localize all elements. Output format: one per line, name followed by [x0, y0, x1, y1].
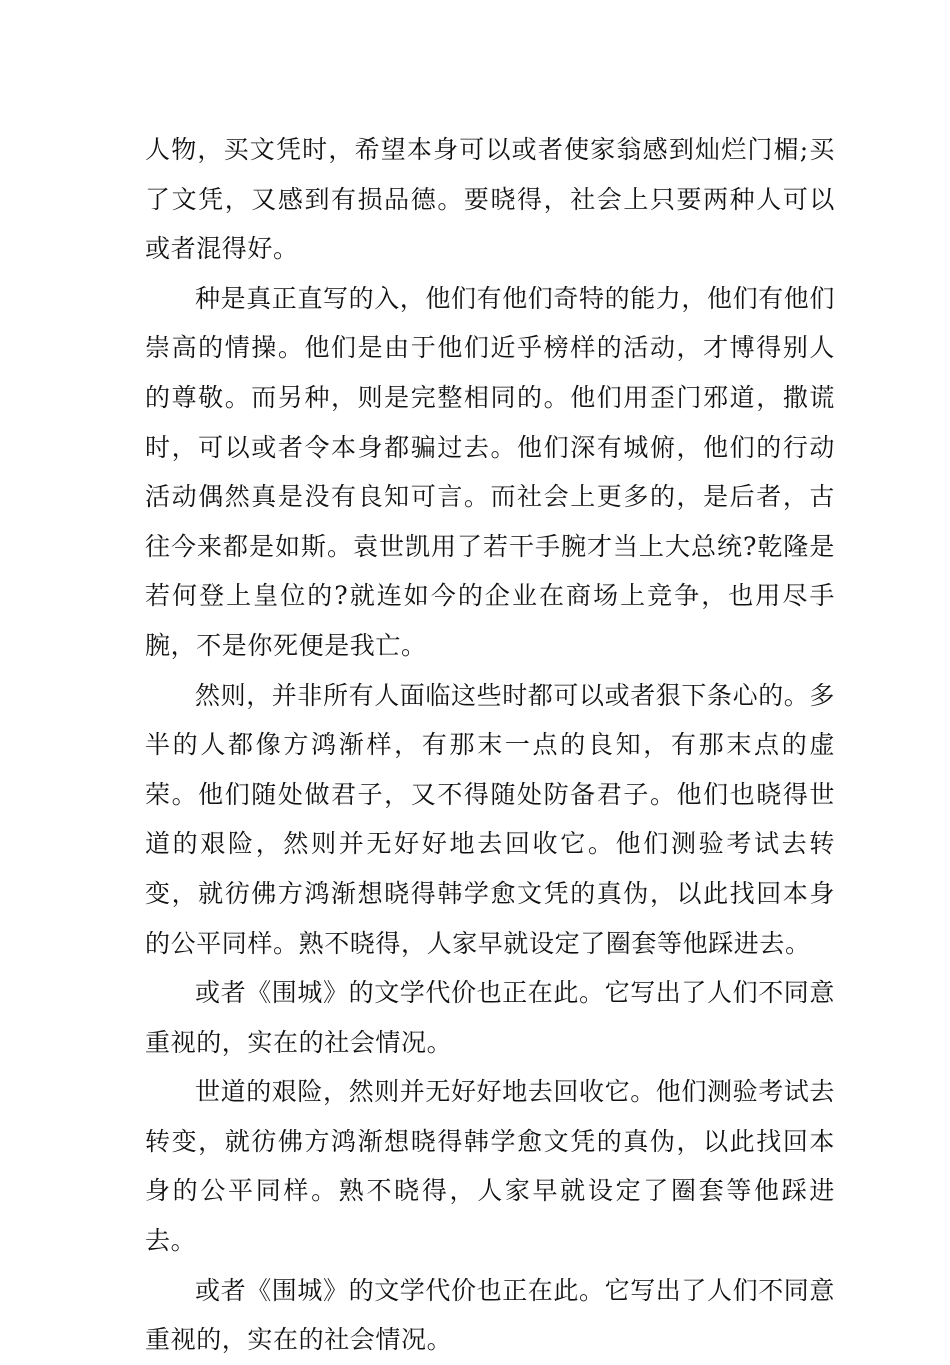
- paragraph-3: 然则，并非所有人面临这些时都可以或者狠下条心的。多半的人都像方鸿渐样，有那末一点的良知，有那末点的虚荣。他们随处做君子，又不得随处防备君子。他们也晓得世道的艰险，然则并无好好地去回收它。他们测验考试去转变，就彷佛方鸿渐想晓得韩学愈文凭的真伪，以此找回本身的公平同样。熟不晓得，人家早就设定了圈套等他踩进去。: [145, 680, 836, 958]
- paragraph-1: 人物，买文凭时，希望本身可以或者使家翁感到灿烂门楣;买了文凭，又感到有损品德。要晓得，社会上只要两种人可以或者混得好。: [145, 135, 835, 264]
- paragraph-5: 世道的艰险，然则并无好好地去回收它。他们测验考试去转变，就彷佛方鸿渐想晓得韩学愈文凭的真伪，以此找回本身的公平同样。熟不晓得，人家早就设定了圈套等他踩进去。: [145, 1077, 836, 1256]
- paragraph-4: 或者《围城》的文学代价也正在此。它写出了人们不同意重视的，实在的社会情况。: [145, 978, 836, 1057]
- paragraph-6: 或者《围城》的文学代价也正在此。它写出了人们不同意重视的，实在的社会情况。: [145, 1275, 836, 1355]
- paragraph-2: 种是真正直写的入，他们有他们奇特的能力，他们有他们崇高的情操。他们是由于他们近乎榜样的活动，才博得别人的尊敬。而另种，则是完整相同的。他们用歪门邪道，撒谎时，可以或者令本身都骗过去。他们深有城俯，他们的行动活动偶然真是没有良知可言。而社会上更多的，是后者，古往今来都是如斯。袁世凯用了若干手腕才当上大总统?乾隆是若何登上皇位的?就连如今的企业在商场上竞争，也用尽手腕，不是你死便是我亡。: [145, 283, 836, 660]
- document-body: [145, 125, 835, 1365]
